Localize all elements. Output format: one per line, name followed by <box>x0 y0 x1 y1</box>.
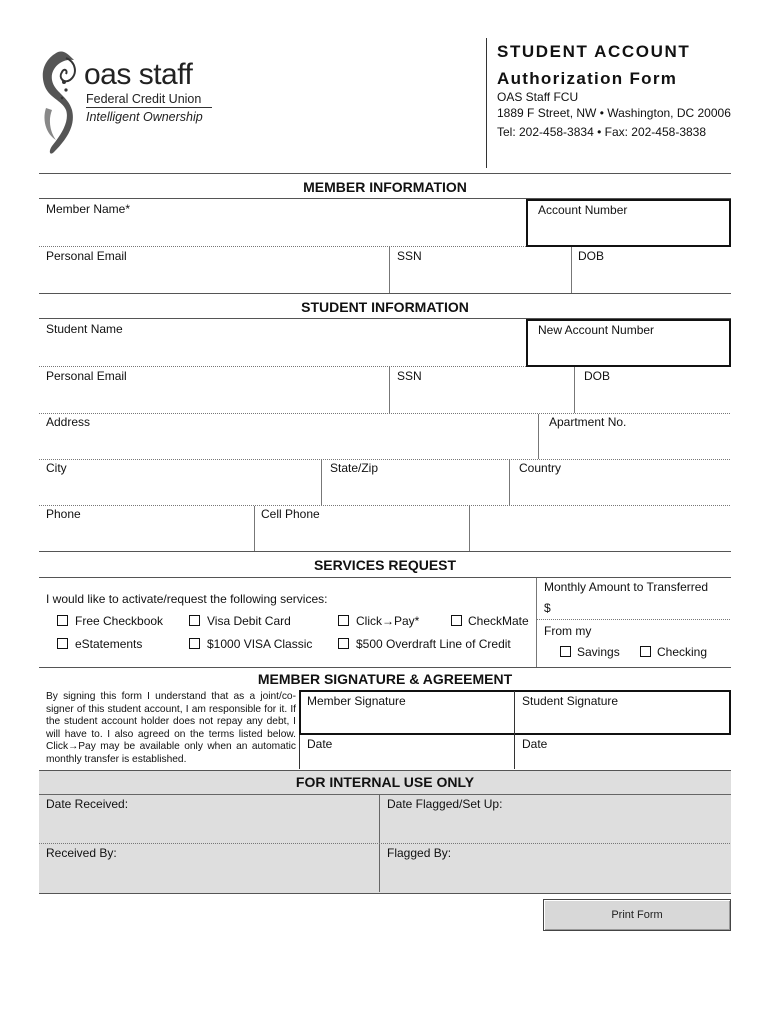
member-name-label: Member Name* <box>46 202 131 216</box>
visa-classic-label: $1000 VISA Classic <box>207 637 313 651</box>
divider <box>39 551 731 552</box>
student-email-label: Personal Email <box>46 369 127 383</box>
visa-debit-label: Visa Debit Card <box>207 614 291 628</box>
new-account-number-field[interactable] <box>526 319 731 367</box>
member-signature-label: Member Signature <box>307 694 406 708</box>
divider <box>536 578 537 667</box>
logo-divider <box>86 107 212 108</box>
visa-classic-checkbox[interactable] <box>189 638 200 649</box>
estatements-checkbox[interactable] <box>57 638 68 649</box>
form-title: STUDENT ACCOUNT <box>497 42 691 61</box>
member-date-label: Date <box>307 737 333 751</box>
monthly-amount-field[interactable]: $ <box>544 601 551 615</box>
free-checkbook-checkbox[interactable] <box>57 615 68 626</box>
checking-label: Checking <box>657 645 708 659</box>
signature-section-title: MEMBER SIGNATURE & AGREEMENT <box>257 671 513 687</box>
member-signature-field[interactable] <box>301 692 513 733</box>
student-dob-field[interactable] <box>575 367 731 413</box>
member-dob-label: DOB <box>578 249 605 263</box>
country-label: Country <box>519 461 562 475</box>
state-zip-field[interactable] <box>322 460 509 505</box>
country-field[interactable] <box>510 460 731 505</box>
city-label: City <box>46 461 67 475</box>
student-name-field[interactable] <box>39 319 526 366</box>
student-ssn-label: SSN <box>397 369 422 383</box>
services-section-title: SERVICES REQUEST <box>313 557 457 573</box>
member-name-field[interactable] <box>39 199 526 246</box>
clickpay-label: Click→Pay* <box>356 614 420 628</box>
monthly-amount-label: Monthly Amount to Transferred <box>544 580 709 594</box>
savings-checkbox[interactable] <box>560 646 571 657</box>
member-email-field[interactable] <box>39 247 389 293</box>
divider <box>537 619 731 620</box>
divider <box>39 667 731 668</box>
member-ssn-field[interactable] <box>390 247 571 293</box>
student-signature-field[interactable] <box>516 692 729 733</box>
address-field[interactable] <box>39 414 538 459</box>
org-name: OAS Staff FCU <box>497 90 579 104</box>
address-label: Address <box>46 415 91 429</box>
state-zip-label: State/Zip <box>330 461 379 475</box>
phone-field[interactable] <box>39 506 254 551</box>
date-received-field[interactable] <box>40 795 378 843</box>
student-ssn-field[interactable] <box>390 367 574 413</box>
student-email-field[interactable] <box>39 367 389 413</box>
member-email-label: Personal Email <box>46 249 127 263</box>
apartment-field[interactable] <box>539 414 731 459</box>
checking-checkbox[interactable] <box>640 646 651 657</box>
received-by-label: Received By: <box>46 846 117 860</box>
cell-phone-label: Cell Phone <box>261 507 320 521</box>
member-ssn-label: SSN <box>397 249 422 263</box>
visa-debit-checkbox[interactable] <box>189 615 200 626</box>
student-dob-label: DOB <box>584 369 611 383</box>
logo-name: oas staff <box>84 58 193 91</box>
print-form-button[interactable]: Print Form <box>543 899 731 931</box>
overdraft-checkbox[interactable] <box>338 638 349 649</box>
student-section-title: STUDENT INFORMATION <box>301 299 469 315</box>
received-by-field[interactable] <box>40 844 378 891</box>
city-field[interactable] <box>39 460 321 505</box>
form-subtitle: Authorization Form <box>497 69 678 88</box>
member-section-title: MEMBER INFORMATION <box>303 179 467 195</box>
divider <box>39 293 731 294</box>
apartment-label: Apartment No. <box>549 415 627 429</box>
divider <box>39 173 731 174</box>
student-name-label: Student Name <box>46 322 123 336</box>
clickpay-checkbox[interactable] <box>338 615 349 626</box>
from-my-label: From my <box>544 624 592 638</box>
student-date-field[interactable] <box>515 735 731 769</box>
org-contact: Tel: 202-458-3834 • Fax: 202-458-3838 <box>497 125 707 139</box>
account-number-field[interactable] <box>526 199 731 247</box>
services-intro: I would like to activate/request the following services: <box>46 592 328 606</box>
member-dob-field[interactable] <box>572 247 731 293</box>
divider <box>39 577 731 578</box>
logo-subtitle: Federal Credit Union <box>86 92 202 106</box>
student-date-label: Date <box>522 737 548 751</box>
logo-tagline: Intelligent Ownership <box>86 110 203 124</box>
savings-label: Savings <box>577 645 620 659</box>
date-flagged-label: Date Flagged/Set Up: <box>387 797 503 811</box>
free-checkbook-label: Free Checkbook <box>75 614 164 628</box>
checkmate-label: CheckMate <box>468 614 529 628</box>
date-flagged-field[interactable] <box>380 795 730 843</box>
student-signature-label: Student Signature <box>522 694 619 708</box>
agreement-text: By signing this form I understand that as a joint/co-signer of this student account, I am responsible for it. If the student account holder does not repay any debt, I will have to. I also agreed on the terms listed below. Click→Pay may be available only when an automatic monthly transfer is established. <box>46 691 296 765</box>
org-address: 1889 F Street, NW • Washington, DC 20006 <box>497 106 731 120</box>
cell-phone-field[interactable] <box>255 506 469 551</box>
flagged-by-field[interactable] <box>380 844 730 891</box>
header-divider <box>486 38 487 168</box>
date-received-label: Date Received: <box>46 797 129 811</box>
logo-swirl-icon <box>36 48 82 158</box>
checkmate-checkbox[interactable] <box>451 615 462 626</box>
flagged-by-label: Flagged By: <box>387 846 452 860</box>
divider <box>469 506 470 551</box>
phone-label: Phone <box>46 507 81 521</box>
account-number-label: Account Number <box>538 203 628 217</box>
estatements-label: eStatements <box>75 637 143 651</box>
new-account-number-label: New Account Number <box>538 323 655 337</box>
internal-section-title: FOR INTERNAL USE ONLY <box>295 774 475 790</box>
member-date-field[interactable] <box>300 735 513 769</box>
overdraft-label: $500 Overdraft Line of Credit <box>356 637 511 651</box>
